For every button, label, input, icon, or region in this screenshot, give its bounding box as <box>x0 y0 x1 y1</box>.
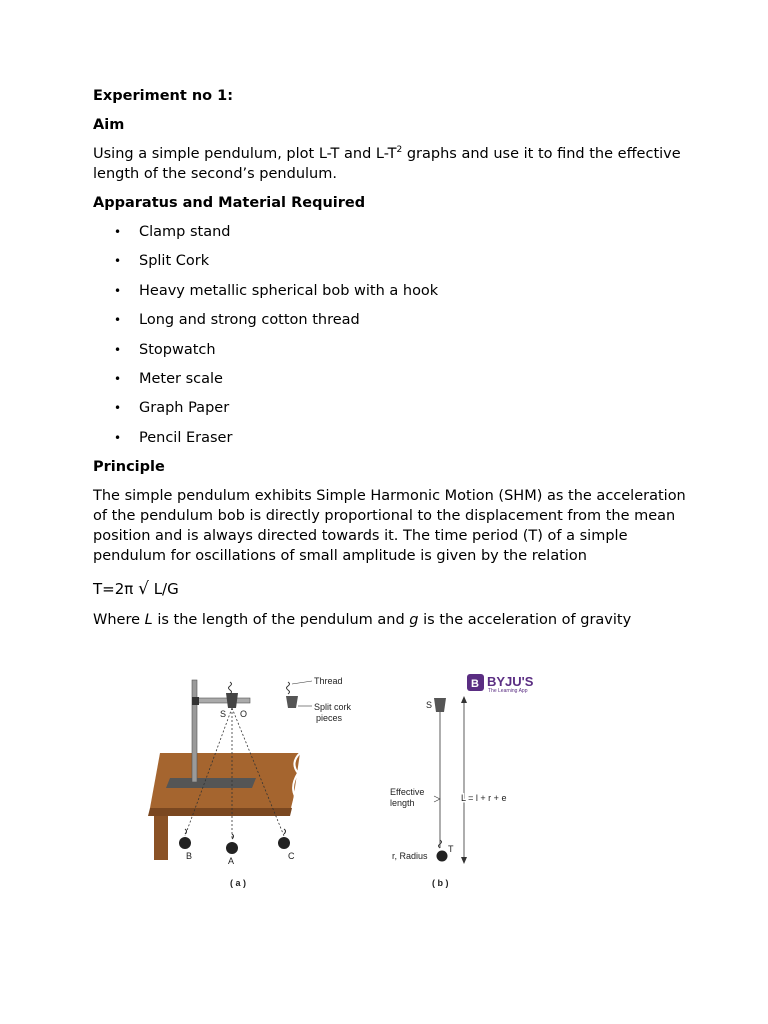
where-2: is the length of the pendulum and <box>152 612 410 629</box>
caption-b: ( b ) <box>432 878 449 888</box>
where-1: Where <box>93 612 145 629</box>
thread-coil-icon <box>287 682 290 694</box>
list-item-label: Pencil Eraser <box>139 429 233 446</box>
list-item-label: Stopwatch <box>139 341 216 358</box>
label-radius: r, Radius <box>392 851 428 861</box>
list-item <box>93 251 693 280</box>
label-eff-2: length <box>390 798 415 808</box>
label-o: O <box>240 709 248 719</box>
caption-a: ( a ) <box>230 878 247 888</box>
list-item <box>93 222 693 251</box>
list-item-label: Clamp stand <box>139 224 231 240</box>
pendulum-diagram <box>140 668 560 898</box>
where-text <box>93 610 693 630</box>
bob-hook-icon <box>185 829 187 834</box>
bullet-icon: • <box>114 225 122 239</box>
bullet-icon: • <box>114 371 122 386</box>
label-formula: L = l + r + e <box>461 793 507 803</box>
apparatus-list <box>93 222 693 457</box>
eff-arrow-icon <box>434 796 440 802</box>
bob-b <box>179 837 191 849</box>
table-leg <box>154 816 168 860</box>
bullet-icon: • <box>114 313 122 328</box>
stand-base <box>166 778 256 788</box>
formula-suffix: L/G <box>148 580 179 599</box>
principle-text: The simple pendulum exhibits Simple Harmonic Motion (SHM) as the acceleration of the pendulum bob is directly proportional to the displacement from the mean position and is always directed towards it. The time period (T) of a simple pendulum for oscillations of small amplitude is given by the relation <box>93 488 686 565</box>
label-eff-1: Effective <box>390 787 425 797</box>
list-item <box>93 310 693 339</box>
bob-a <box>226 842 238 854</box>
list-item <box>93 428 693 457</box>
formula-prefix: T=2π <box>93 580 139 599</box>
clamp-arm <box>195 698 250 703</box>
label-t: T <box>448 844 454 854</box>
logo-text: BYJU'S <box>487 674 534 689</box>
label-thread: Thread <box>314 676 343 686</box>
label-c: C <box>288 851 295 861</box>
label-b: B <box>186 851 193 861</box>
apparatus-heading: Apparatus and Material Required <box>93 195 366 211</box>
bob-hook-icon <box>284 829 286 834</box>
aim-text-before: Using a simple pendulum, plot L-T and L-T <box>93 146 397 162</box>
cork-b <box>434 698 446 712</box>
list-item <box>93 369 693 398</box>
bullet-icon: • <box>114 342 122 357</box>
principle-heading: Principle <box>93 459 165 476</box>
pendulum-figure <box>140 668 560 898</box>
where-L: L <box>144 612 153 629</box>
where-3: is the acceleration of gravity <box>418 612 632 629</box>
cork-pieces <box>286 696 298 708</box>
cork <box>226 693 238 708</box>
label-s: S <box>220 709 227 719</box>
period-formula <box>93 578 693 600</box>
list-item-label: Split Cork <box>139 253 210 270</box>
list-item <box>93 398 693 427</box>
list-item <box>93 340 693 369</box>
bullet-icon: • <box>114 283 122 298</box>
document-page <box>93 86 693 630</box>
label-s2: S <box>426 700 433 710</box>
list-item-label: Heavy metallic spherical bob with a hook <box>139 282 439 299</box>
label-a: A <box>228 856 235 866</box>
list-item <box>93 281 693 310</box>
arrow-up-icon <box>461 696 467 703</box>
bob-c <box>278 837 290 849</box>
table-edge <box>148 808 292 816</box>
aim-text <box>93 144 693 184</box>
bullet-icon: • <box>114 430 122 445</box>
stand-rod <box>192 680 197 782</box>
where-g: g <box>409 612 419 629</box>
bob-t <box>437 851 448 862</box>
label-cork-2: pieces <box>316 713 343 723</box>
thread-coil-icon <box>229 682 232 694</box>
bullet-icon: • <box>114 254 122 269</box>
thread-leader <box>292 681 312 684</box>
logo-sub: The Learning App <box>488 688 528 694</box>
list-item-label: Graph Paper <box>139 400 230 417</box>
aim-heading: Aim <box>93 117 125 133</box>
list-item-label: Meter scale <box>139 370 223 387</box>
arrow-down-icon <box>461 857 467 864</box>
logo-icon-letter: B <box>471 678 479 690</box>
list-item-label: Long and strong cotton thread <box>139 312 360 329</box>
radical-icon: √ <box>138 579 149 600</box>
clamp-block <box>192 697 199 705</box>
aim-sup: 2 <box>396 145 403 155</box>
label-cork-1: Split cork <box>314 702 352 712</box>
bullet-icon: • <box>114 401 122 416</box>
experiment-title: Experiment no 1: <box>93 88 234 104</box>
aim-text-after: graphs and use it to find the effective length of the second’s pendulum. <box>93 146 681 182</box>
